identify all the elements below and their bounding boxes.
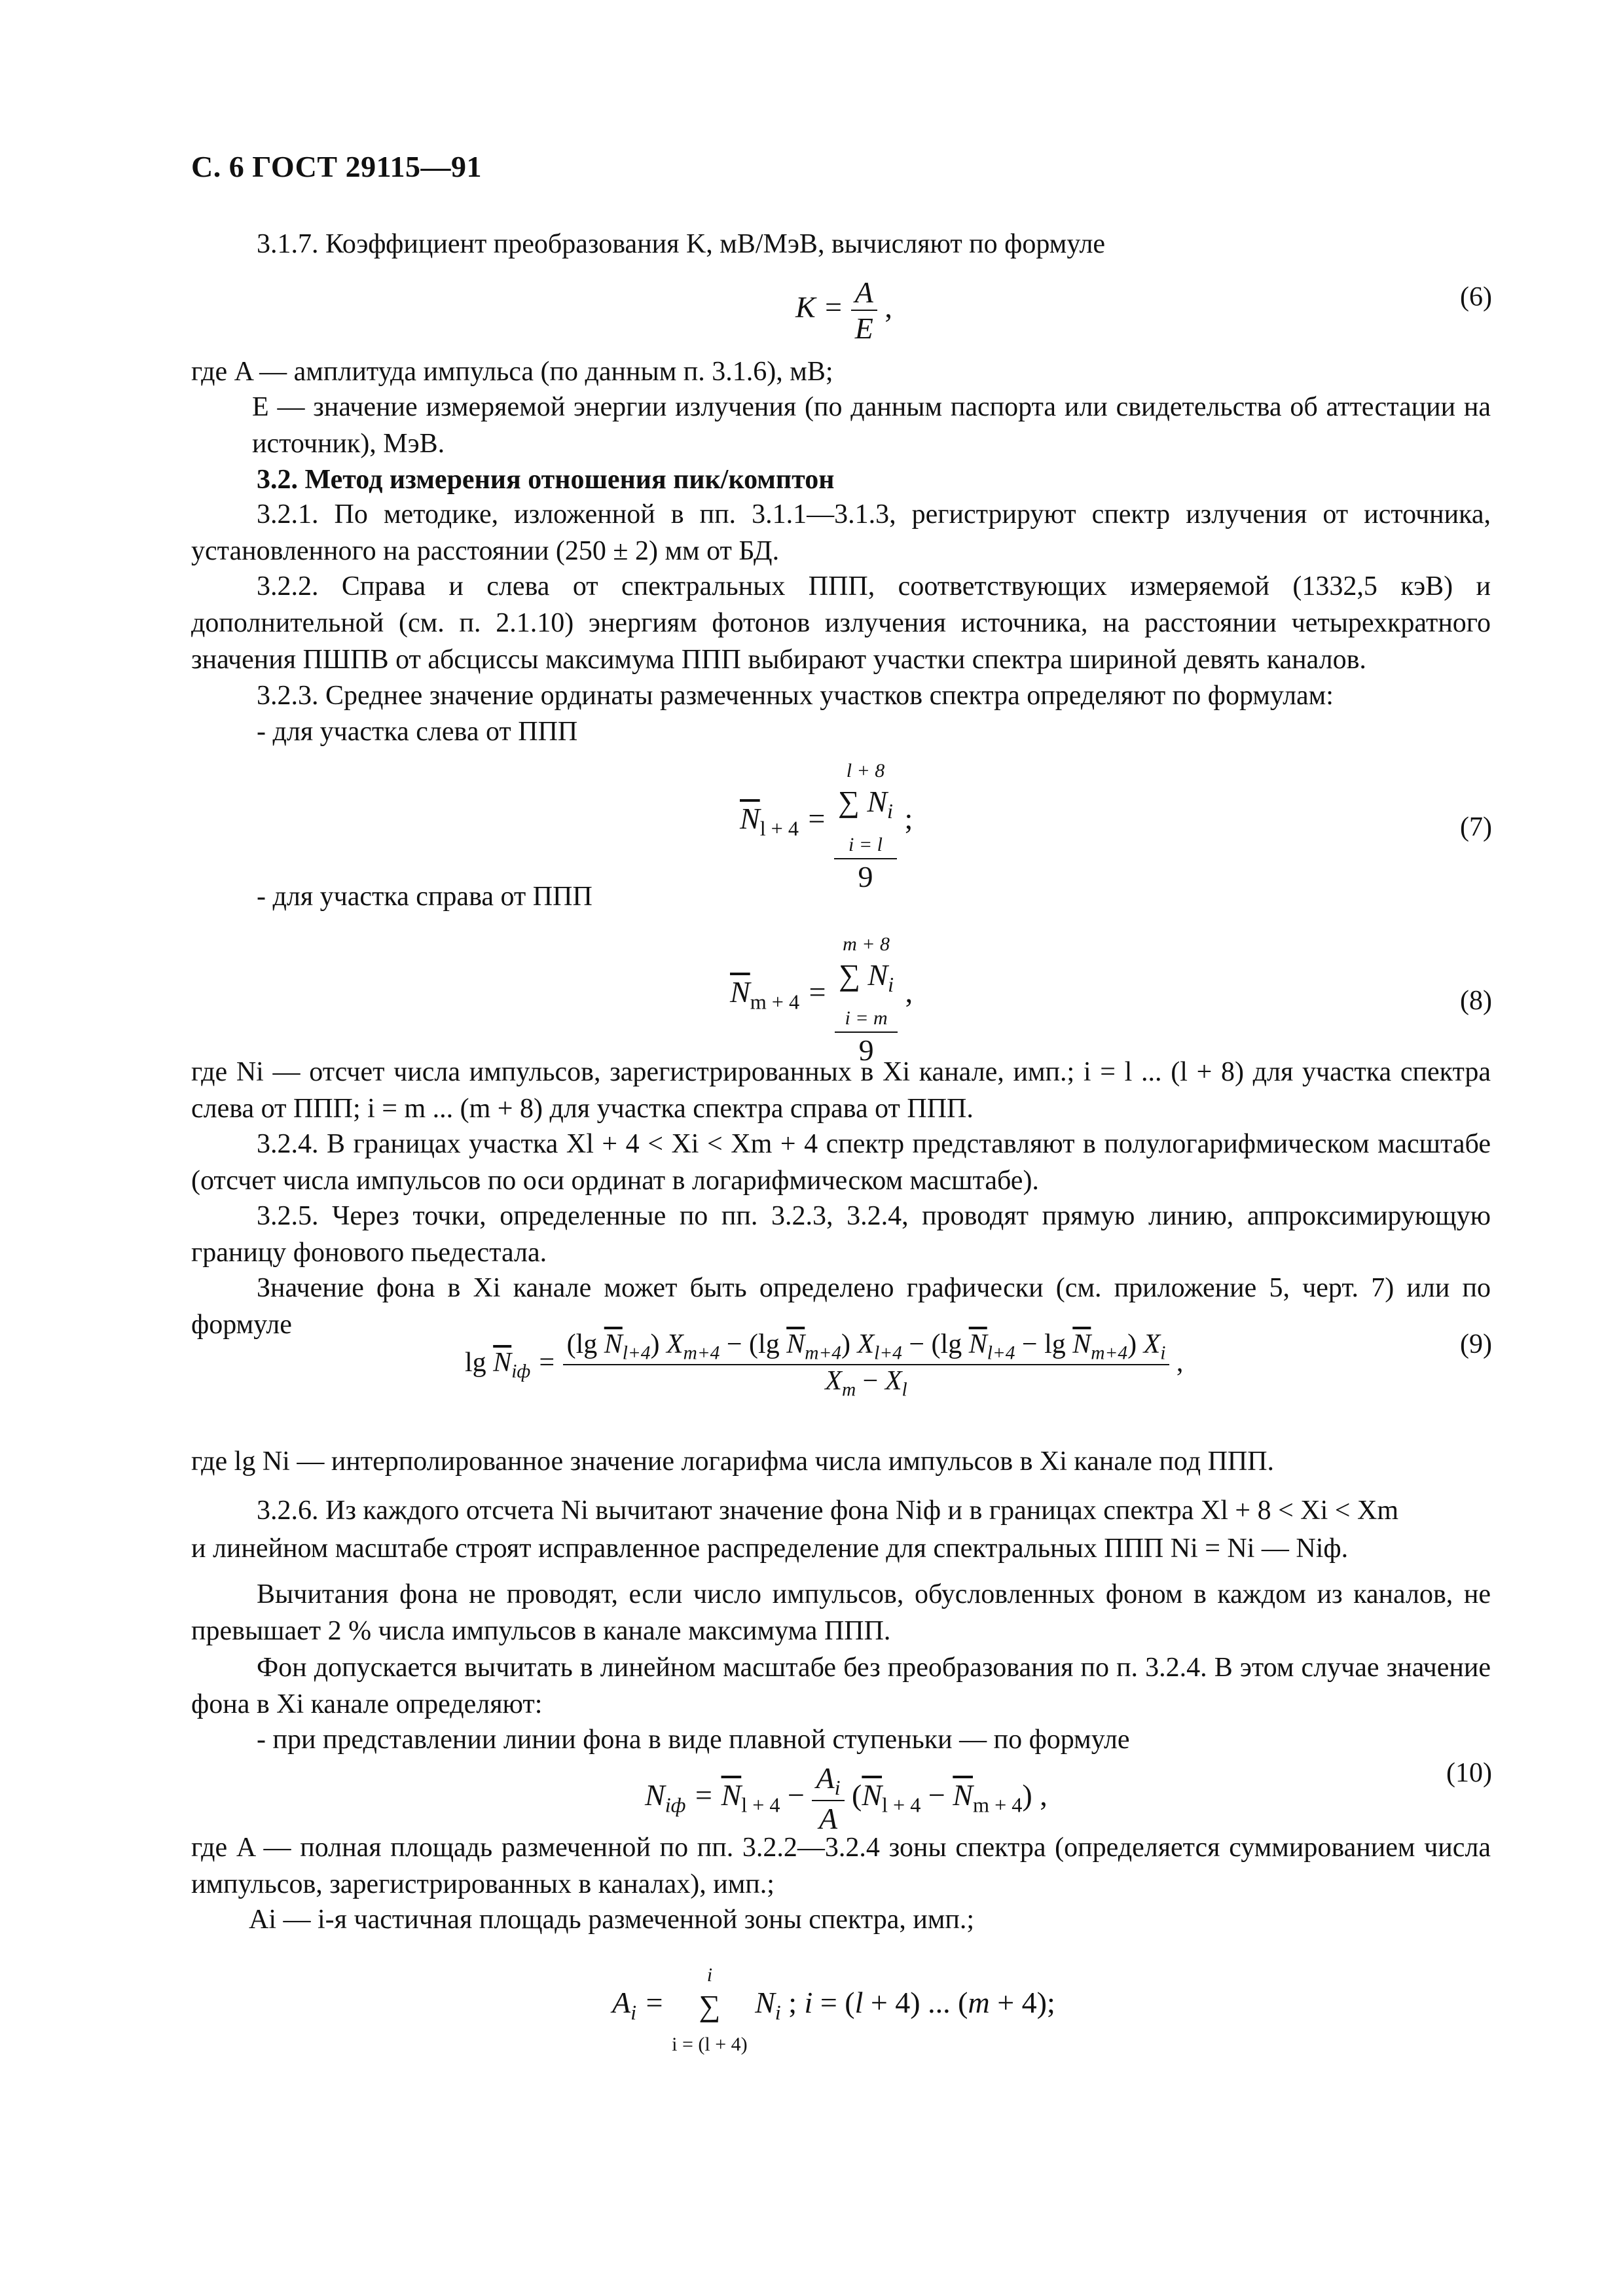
- right-part-label: - для участка справа от ППП: [257, 882, 593, 912]
- paragraph-linear-scale: Фон допускается вычитать в линейном масштабе без преобразования по п. 3.2.4. В этом случае значение фона в Xi канале определяют:: [191, 1653, 1491, 1719]
- paragraph-3-2-4: 3.2.4. В границах участка Xl + 4 < Xi < Xm + 4 спектр представляют в полулогарифмическом масштабе (отсчет числа импульсов по оси ординат в логарифмическом масштабе).: [191, 1129, 1491, 1196]
- formula-8: $\overline{N}_{m + 4}$ = m + 8 ∑ $N_i$ i = m 9 ,: [730, 923, 913, 1067]
- equation-number-10: (10): [1446, 1758, 1492, 1788]
- formula-6: K = $\frac{A}{E}$ ,: [795, 276, 892, 345]
- where-Ai: Ai — i-я частичная площадь размеченной зоны спектра, имп.;: [249, 1905, 975, 1935]
- where-A: где A — амплитуда импульса (по данным п. 3.1.6), мВ;: [191, 357, 833, 387]
- paragraph-3-2-2: 3.2.2. Справа и слева от спектральных ППП, соответствующих измеряемой (1332,5 кэВ) и дополнительной (см. п. 2.1.10) энергиям фотонов излучения источника, на расстоянии четырехкратного значения ПШПВ от абсциссы максимума ППП выбирают участки спектра шириной девять каналов.: [191, 571, 1491, 675]
- step-line-label: - при представлении линии фона в виде плавной ступеньки — по формуле: [257, 1725, 1130, 1755]
- section-3-2-title: 3.2. Метод измерения отношения пик/комптон: [257, 465, 835, 495]
- equation-number-8: (8): [1460, 986, 1492, 1016]
- paragraph-3-2-5: 3.2.5. Через точки, определенные по пп. 3.2.3, 3.2.4, проводят прямую линию, аппроксимирующую границу фонового пьедестала.: [191, 1201, 1491, 1268]
- formula-9: $\lg \overline{N}_{iф}$ = $\frac{(\lg \overline{N}_{l+4}) X_{m+4} - (\lg \overline{N}_{m+4}) X_{l+4} - (\lg \overline{N}_{l+4} - \lg \overline{N}_{m+4}) X_i}{X_m - X_l}$ ,: [465, 1329, 1184, 1401]
- formula-7: $\overline{N}_{l + 4}$ = l + 8 ∑ $N_i$ i = l 9 ;: [740, 749, 913, 894]
- formula-10: $N_{iф} = \overline{N}_{l + 4}$ − $\frac{A_i}{A}$ $(\overline{N}_{l + 4} - \overline{N}_{m + 4})$ ,: [645, 1761, 1048, 1836]
- paragraph-3-1-7: 3.1.7. Коэффициент преобразования K, мВ/МэВ, вычисляют по формуле: [257, 229, 1106, 259]
- equation-number-9: (9): [1460, 1329, 1492, 1359]
- formula-Ai: $A_i = i$ ∑ i = (l + 4) $N_i$ ; i = (l + 4) ... (m + 4);: [612, 1964, 1055, 2055]
- paragraph-3-2-6a: 3.2.6. Из каждого отсчета Ni вычитают значение фона Niф и в границах спектра Xl + 8 < Xi < Xm: [257, 1496, 1398, 1526]
- page-header: С. 6 ГОСТ 29115—91: [191, 150, 483, 183]
- left-part-label: - для участка слева от ППП: [257, 717, 578, 747]
- where-lgN: где lg Ni — интерполированное значение логарифма числа импульсов в Xi канале под ППП.: [191, 1446, 1275, 1477]
- where-E: E — значение измеряемой энергии излучения (по данным паспорта или свидетельства об аттестации на источник), МэВ.: [252, 392, 1491, 459]
- paragraph-3-2-3: 3.2.3. Среднее значение ординаты размеченных участков спектра определяют по формулам:: [257, 681, 1334, 711]
- where-A-total: где A — полная площадь размеченной по пп. 3.2.2—3.2.4 зоны спектра (определяется суммированием числа импульсов, зарегистрированных в каналах), имп.;: [191, 1833, 1491, 1899]
- paragraph-3-2-1: 3.2.1. По методике, изложенной в пп. 3.1.1—3.1.3, регистрируют спектр излучения от источника, установленного на расстоянии (250 ± 2) мм от БД.: [191, 499, 1491, 566]
- equation-number-6: (6): [1460, 282, 1492, 312]
- paragraph-background: Значение фона в Xi канале может быть определено графически (см. приложение 5, черт. 7) или по формуле: [191, 1273, 1491, 1340]
- where-Ni: где Ni — отсчет числа импульсов, зарегистрированных в Xi канале, имп.; i = l ... (l + 8) для участка спектра слева от ППП; i = m ... (m + 8) для участка спектра справа от ППП.: [191, 1057, 1491, 1124]
- equation-number-7: (7): [1460, 812, 1492, 842]
- paragraph-no-subtract: Вычитания фона не проводят, если число импульсов, обусловленных фоном в каждом из каналов, не превышает 2 % числа импульсов в канале максимума ППП.: [191, 1579, 1491, 1646]
- paragraph-3-2-6b: и линейном масштабе строят исправленное распределение для спектральных ППП Ni = Ni — Niф.: [191, 1534, 1349, 1564]
